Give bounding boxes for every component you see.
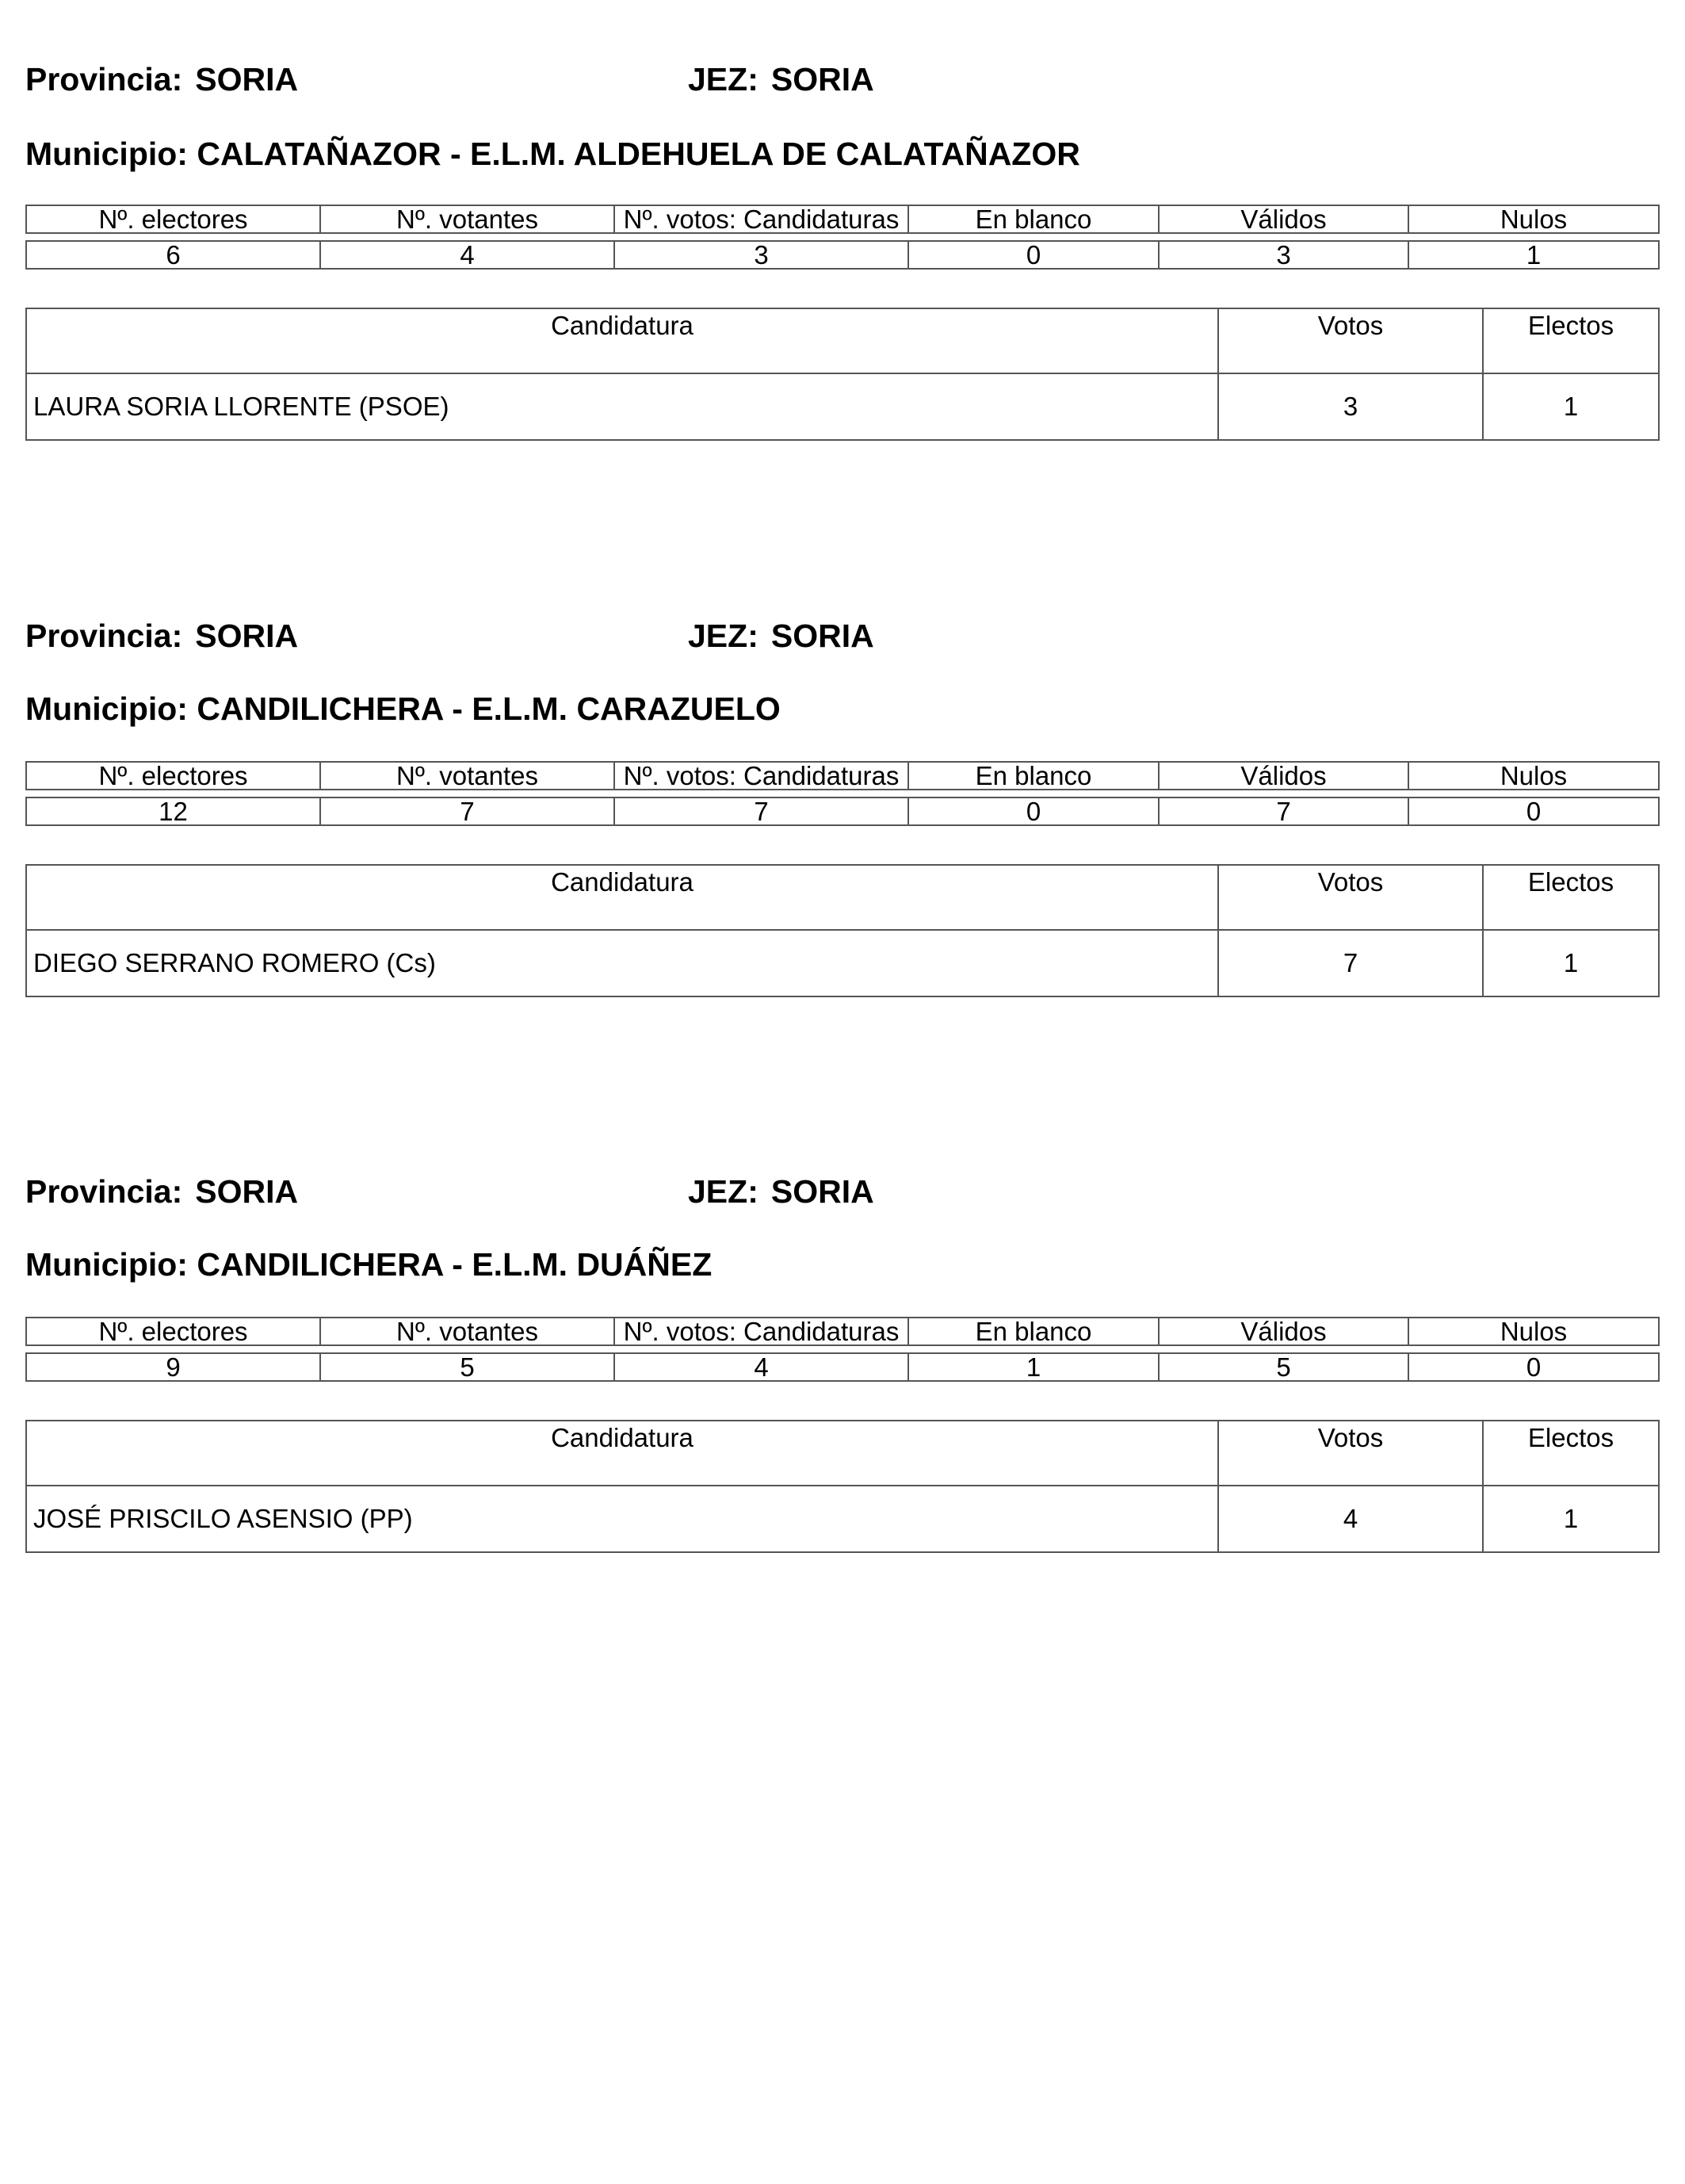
stats-value-row (26, 797, 1659, 825)
stats-value-cell: 6 (26, 241, 320, 269)
candidate-row (26, 930, 1659, 996)
stats-value-cell: 9 (26, 1353, 320, 1381)
stats-header-cell: Nulos (1408, 205, 1659, 233)
stats-header-cell: Nº. electores (26, 1318, 320, 1345)
stats-value-cell: 3 (1159, 241, 1408, 269)
stats-value-cell: 0 (908, 797, 1159, 825)
electos-header: Electos (1483, 865, 1659, 930)
stats-value-cell: 5 (1159, 1353, 1408, 1381)
electos-header: Electos (1483, 308, 1659, 373)
stats-header-cell: Válidos (1159, 1318, 1408, 1345)
stats-value-cell: 5 (320, 1353, 614, 1381)
stats-header-cell: Nº. votos: Candidaturas (614, 205, 908, 233)
jez-line (688, 614, 874, 658)
stats-header-cell: Válidos (1159, 762, 1408, 790)
votos-header: Votos (1218, 308, 1483, 373)
municipio-value: CANDILICHERA - E.L.M. DUÁÑEZ (197, 1246, 713, 1283)
provincia-label: Provincia: (25, 618, 183, 654)
jez-line (688, 1169, 874, 1214)
municipio-label: Municipio: (25, 136, 188, 172)
candidate-votos: 3 (1218, 373, 1483, 440)
stats-table (25, 205, 1660, 270)
stats-value-cell: 4 (320, 241, 614, 269)
votos-header: Votos (1218, 865, 1483, 930)
stats-header-cell: Nº. votantes (320, 762, 614, 790)
candidate-electos: 1 (1483, 930, 1659, 996)
municipio-line (25, 132, 1080, 176)
section-2 (25, 614, 1658, 1010)
municipio-line (25, 1242, 712, 1287)
candidates-header-row (26, 1421, 1659, 1486)
stats-header-cell: Nº. votos: Candidaturas (614, 762, 908, 790)
stats-table (25, 761, 1660, 826)
provincia-value: SORIA (195, 618, 299, 654)
municipio-value: CANDILICHERA - E.L.M. CARAZUELO (197, 690, 781, 727)
jez-label: JEZ: (688, 618, 758, 654)
candidate-name: DIEGO SERRANO ROMERO (Cs) (26, 930, 1218, 996)
provincia-label: Provincia: (25, 61, 183, 98)
stats-value-cell: 0 (1408, 1353, 1659, 1381)
municipio-line (25, 687, 781, 731)
stats-header-cell: Válidos (1159, 205, 1408, 233)
jez-label: JEZ: (688, 1173, 758, 1210)
stats-header-cell: Nº. electores (26, 205, 320, 233)
candidate-electos: 1 (1483, 1486, 1659, 1552)
stats-header-cell: En blanco (908, 1318, 1159, 1345)
candidates-table (25, 308, 1660, 441)
stats-value-row (26, 241, 1659, 269)
municipio-label: Municipio: (25, 1246, 188, 1283)
candidate-name: LAURA SORIA LLORENTE (PSOE) (26, 373, 1218, 440)
provincia-line (25, 57, 298, 101)
stats-value-cell: 0 (1408, 797, 1659, 825)
stats-header-cell: Nulos (1408, 1318, 1659, 1345)
votos-header: Votos (1218, 1421, 1483, 1486)
jez-value: SORIA (770, 618, 874, 654)
candidates-header-row (26, 865, 1659, 930)
candidate-votos: 4 (1218, 1486, 1483, 1552)
stats-value-cell: 7 (614, 797, 908, 825)
stats-header-cell: Nº. votantes (320, 1318, 614, 1345)
candidate-row (26, 373, 1659, 440)
candidatura-header: Candidatura (26, 865, 1218, 930)
candidates-header-row (26, 308, 1659, 373)
stats-header-cell: En blanco (908, 762, 1159, 790)
stats-header-row (26, 1318, 1659, 1345)
candidates-table (25, 864, 1660, 997)
stats-value-cell: 0 (908, 241, 1159, 269)
stats-value-cell: 7 (1159, 797, 1408, 825)
provincia-value: SORIA (195, 1173, 299, 1210)
candidatura-header: Candidatura (26, 1421, 1218, 1486)
stats-value-cell: 4 (614, 1353, 908, 1381)
stats-header-cell: Nº. votantes (320, 205, 614, 233)
candidate-name: JOSÉ PRISCILO ASENSIO (PP) (26, 1486, 1218, 1552)
stats-header-row (26, 762, 1659, 790)
jez-value: SORIA (770, 61, 874, 98)
provincia-label: Provincia: (25, 1173, 183, 1210)
candidate-electos: 1 (1483, 373, 1659, 440)
stats-value-row (26, 1353, 1659, 1381)
provincia-value: SORIA (195, 61, 299, 98)
stats-header-row (26, 205, 1659, 233)
stats-value-cell: 1 (1408, 241, 1659, 269)
provincia-line (25, 614, 298, 658)
jez-value: SORIA (770, 1173, 874, 1210)
candidates-table (25, 1420, 1660, 1553)
section-3 (25, 1169, 1658, 1566)
candidate-votos: 7 (1218, 930, 1483, 996)
section-1 (25, 57, 1658, 453)
stats-header-cell: Nº. electores (26, 762, 320, 790)
candidate-row (26, 1486, 1659, 1552)
candidatura-header: Candidatura (26, 308, 1218, 373)
jez-line (688, 57, 874, 101)
stats-value-cell: 1 (908, 1353, 1159, 1381)
municipio-value: CALATAÑAZOR - E.L.M. ALDEHUELA DE CALATAÑAZOR (197, 136, 1080, 172)
stats-value-cell: 7 (320, 797, 614, 825)
stats-value-cell: 3 (614, 241, 908, 269)
provincia-line (25, 1169, 298, 1214)
stats-value-cell: 12 (26, 797, 320, 825)
stats-header-cell: Nulos (1408, 762, 1659, 790)
stats-header-cell: En blanco (908, 205, 1159, 233)
electos-header: Electos (1483, 1421, 1659, 1486)
stats-header-cell: Nº. votos: Candidaturas (614, 1318, 908, 1345)
jez-label: JEZ: (688, 61, 758, 98)
stats-table (25, 1317, 1660, 1382)
municipio-label: Municipio: (25, 690, 188, 727)
